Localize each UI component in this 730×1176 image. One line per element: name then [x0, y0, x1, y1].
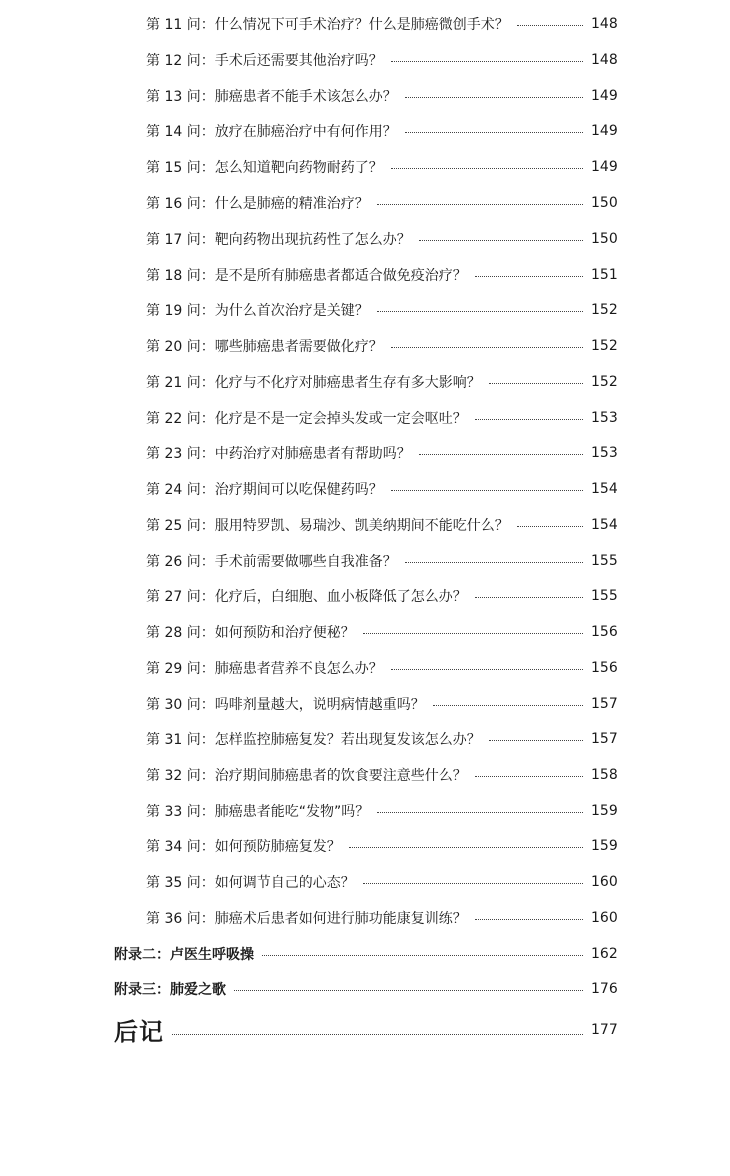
toc-entry[interactable]	[146, 549, 617, 573]
toc-leader-dots	[419, 454, 583, 455]
toc-leader-dots	[391, 669, 583, 670]
toc-page-number: 149	[591, 123, 618, 139]
toc-entry[interactable]	[146, 656, 617, 680]
toc-entry[interactable]	[146, 763, 617, 787]
toc-entry-title: 第 18 问：是不是所有肺癌患者都适合做免疫治疗？	[146, 268, 467, 284]
toc-entry-title: 第 26 问：手术前需要做哪些自我准备？	[146, 554, 397, 570]
toc-entry-title: 第 22 问：化疗是不是一定会掉头发或一定会呕吐？	[146, 411, 467, 427]
toc-page-number: 156	[591, 624, 618, 640]
toc-entry[interactable]	[146, 334, 617, 358]
toc-leader-dots	[405, 97, 583, 98]
toc-page-number: 157	[591, 696, 618, 712]
toc-page-number: 158	[591, 767, 618, 783]
toc-leader-dots	[391, 347, 583, 348]
toc-page-number: 160	[591, 910, 618, 926]
toc-page-number: 156	[591, 660, 618, 676]
toc-entry-title: 第 33 问：肺癌患者能吃“发物”吗？	[146, 804, 370, 820]
toc-leader-dots	[377, 812, 583, 813]
toc-entry[interactable]	[146, 692, 617, 716]
toc-leader-dots	[377, 311, 583, 312]
toc-entry-title: 第 12 问：手术后还需要其他治疗吗？	[146, 53, 383, 69]
toc-entry[interactable]	[146, 799, 617, 823]
toc-entry[interactable]	[146, 48, 617, 72]
toc-entry[interactable]	[146, 870, 617, 894]
toc-entry-title: 第 35 问：如何调节自己的心态？	[146, 875, 355, 891]
toc-leader-dots	[517, 526, 583, 527]
toc-entry-title: 第 17 问：靶向药物出现抗药性了怎么办？	[146, 232, 411, 248]
toc-entry[interactable]	[146, 584, 617, 608]
toc-entry[interactable]	[146, 834, 617, 858]
toc-entry[interactable]	[146, 477, 617, 501]
toc-page-number: 152	[591, 374, 618, 390]
toc-entry[interactable]	[146, 263, 617, 287]
toc-entry-title: 第 30 问：吗啡剂量越大，说明病情越重吗？	[146, 697, 425, 713]
toc-entry-title: 第 27 问：化疗后，白细胞、血小板降低了怎么办？	[146, 589, 467, 605]
toc-page-number: 153	[591, 410, 618, 426]
toc-leader-dots	[391, 490, 583, 491]
toc-leader-dots	[391, 168, 583, 169]
toc-entry[interactable]	[146, 298, 617, 322]
toc-leader-dots	[405, 562, 583, 563]
toc-entry-title: 第 14 问：放疗在肺癌治疗中有何作用？	[146, 124, 397, 140]
toc-page-number: 150	[591, 195, 618, 211]
toc-entry[interactable]	[146, 227, 617, 251]
toc-page-number: 157	[591, 731, 618, 747]
toc-entry-title: 第 36 问：肺癌术后患者如何进行肺功能康复训练？	[146, 911, 467, 927]
toc-entry-title: 第 34 问：如何预防肺癌复发？	[146, 839, 341, 855]
toc-entry-title: 第 32 问：治疗期间肺癌患者的饮食要注意些什么？	[146, 768, 467, 784]
toc-leader-dots	[475, 276, 583, 277]
toc-entry-title: 第 31 问：怎样监控肺癌复发？若出现复发该怎么办？	[146, 732, 481, 748]
toc-leader-dots	[475, 776, 583, 777]
toc-leader-dots	[363, 883, 583, 884]
toc-entry[interactable]	[146, 370, 617, 394]
toc-entry[interactable]	[146, 84, 617, 108]
toc-page-number: 162	[591, 946, 618, 962]
toc-leader-dots	[363, 633, 583, 634]
toc-page-number: 148	[591, 16, 618, 32]
toc-appendix-title: 附录三：肺爱之歌	[114, 982, 226, 998]
toc-leader-dots	[405, 132, 583, 133]
toc-leader-dots	[172, 1034, 583, 1035]
toc-entry[interactable]	[146, 12, 617, 36]
toc-leader-dots	[475, 597, 583, 598]
toc-entry-title: 第 29 问：肺癌患者营养不良怎么办？	[146, 661, 383, 677]
toc-page-number: 160	[591, 874, 618, 890]
toc-page-number: 151	[591, 267, 618, 283]
toc-entry[interactable]	[146, 513, 617, 537]
toc-page-number: 176	[591, 981, 618, 997]
toc-leader-dots	[377, 204, 583, 205]
toc-leader-dots	[517, 25, 583, 26]
toc-page-number: 177	[591, 1022, 618, 1038]
toc-entry[interactable]	[146, 191, 617, 215]
toc-entry[interactable]	[146, 906, 617, 930]
toc-appendix-title: 附录二：卢医生呼吸操	[114, 947, 254, 963]
toc-leader-dots	[489, 740, 583, 741]
toc-appendix-entry[interactable]	[114, 942, 617, 966]
toc-leader-dots	[391, 61, 583, 62]
toc-entry[interactable]	[146, 441, 617, 465]
toc-entry[interactable]	[146, 406, 617, 430]
toc-entry-title: 第 19 问：为什么首次治疗是关键？	[146, 303, 369, 319]
toc-leader-dots	[489, 383, 583, 384]
toc-page-number: 149	[591, 159, 618, 175]
toc-leader-dots	[234, 990, 583, 991]
toc-leader-dots	[475, 919, 583, 920]
toc-entry-title: 第 11 问：什么情况下可手术治疗？什么是肺癌微创手术？	[146, 17, 509, 33]
toc-page-number: 154	[591, 517, 618, 533]
toc-leader-dots	[475, 419, 583, 420]
toc-entry-title: 第 13 问：肺癌患者不能手术该怎么办？	[146, 89, 397, 105]
toc-page-number: 153	[591, 445, 618, 461]
toc-postscript-entry[interactable]	[114, 1011, 617, 1047]
toc-entry[interactable]	[146, 727, 617, 751]
toc-page-number: 154	[591, 481, 618, 497]
toc-page-number: 148	[591, 52, 618, 68]
toc-page-number: 159	[591, 838, 618, 854]
toc-entry-title: 第 15 问：怎么知道靶向药物耐药了？	[146, 160, 383, 176]
toc-entry-title: 第 16 问：什么是肺癌的精准治疗？	[146, 196, 369, 212]
toc-entry-title: 第 25 问：服用特罗凯、易瑞沙、凯美纳期间不能吃什么？	[146, 518, 509, 534]
toc-entry-title: 第 20 问：哪些肺癌患者需要做化疗？	[146, 339, 383, 355]
toc-entry[interactable]	[146, 155, 617, 179]
toc-page-number: 150	[591, 231, 618, 247]
toc-page-number: 155	[591, 553, 618, 569]
toc-leader-dots	[419, 240, 583, 241]
toc-page-number: 155	[591, 588, 618, 604]
toc-postscript-title: 后记	[114, 1017, 164, 1046]
toc-entry[interactable]	[146, 119, 617, 143]
toc-page-number: 152	[591, 302, 618, 318]
toc-entry-title: 第 24 问：治疗期间可以吃保健药吗？	[146, 482, 383, 498]
toc-leader-dots	[262, 955, 583, 956]
toc-entry-title: 第 28 问：如何预防和治疗便秘？	[146, 625, 355, 641]
toc-entry-title: 第 21 问：化疗与不化疗对肺癌患者生存有多大影响？	[146, 375, 481, 391]
toc-leader-dots	[433, 705, 583, 706]
toc-page-number: 152	[591, 338, 618, 354]
toc-page-number: 159	[591, 803, 618, 819]
toc-page-number: 149	[591, 88, 618, 104]
toc-entry[interactable]	[146, 620, 617, 644]
toc-leader-dots	[349, 847, 583, 848]
toc-appendix-entry[interactable]	[114, 977, 617, 1001]
toc-entry-title: 第 23 问：中药治疗对肺癌患者有帮助吗？	[146, 446, 411, 462]
